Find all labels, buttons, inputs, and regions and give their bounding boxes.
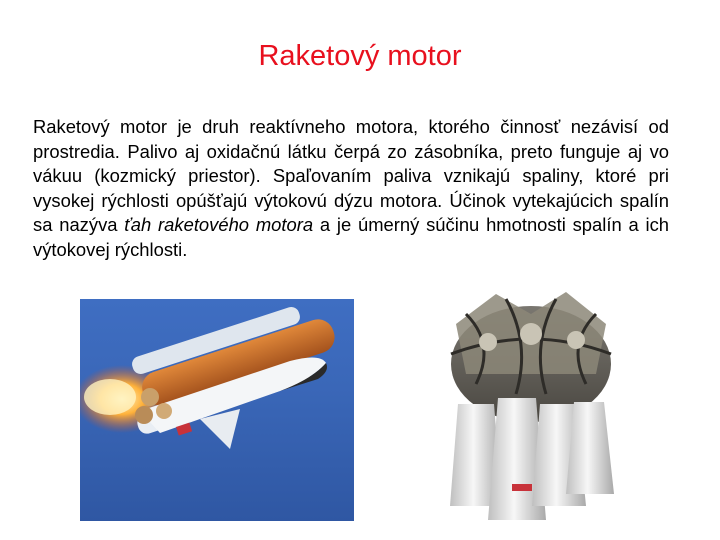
slide-title: Raketový motor (258, 40, 462, 72)
italic-term: ťah raketového motora (124, 214, 314, 235)
body-paragraph (33, 115, 669, 262)
term-name: Raketový motor (33, 116, 168, 137)
body-text-part-2: a je úmerný súčinu hmotnosti spalín a ich výtokovej rýchlosti. (33, 214, 669, 260)
rocket-engine-image (436, 284, 625, 526)
space-shuttle-launch-photo-icon (80, 299, 354, 521)
body-text-part-1: je druh reaktívneho motora, ktorého činnosť nezávisí od prostredia. Palivo aj oxidačnú látku čerpá zo zásobníka, preto funguje aj vo vákuu (kozmický priestor). Spaľovaním paliva vznikajú spaliny, ktoré pri vysokej rýchlosti opúšťajú výtokovú dýzu motora. Účinok vytekajúcich spalín sa nazýva (33, 116, 669, 235)
rocket-engine-photo-icon (436, 284, 625, 526)
space-shuttle-image (80, 299, 354, 521)
